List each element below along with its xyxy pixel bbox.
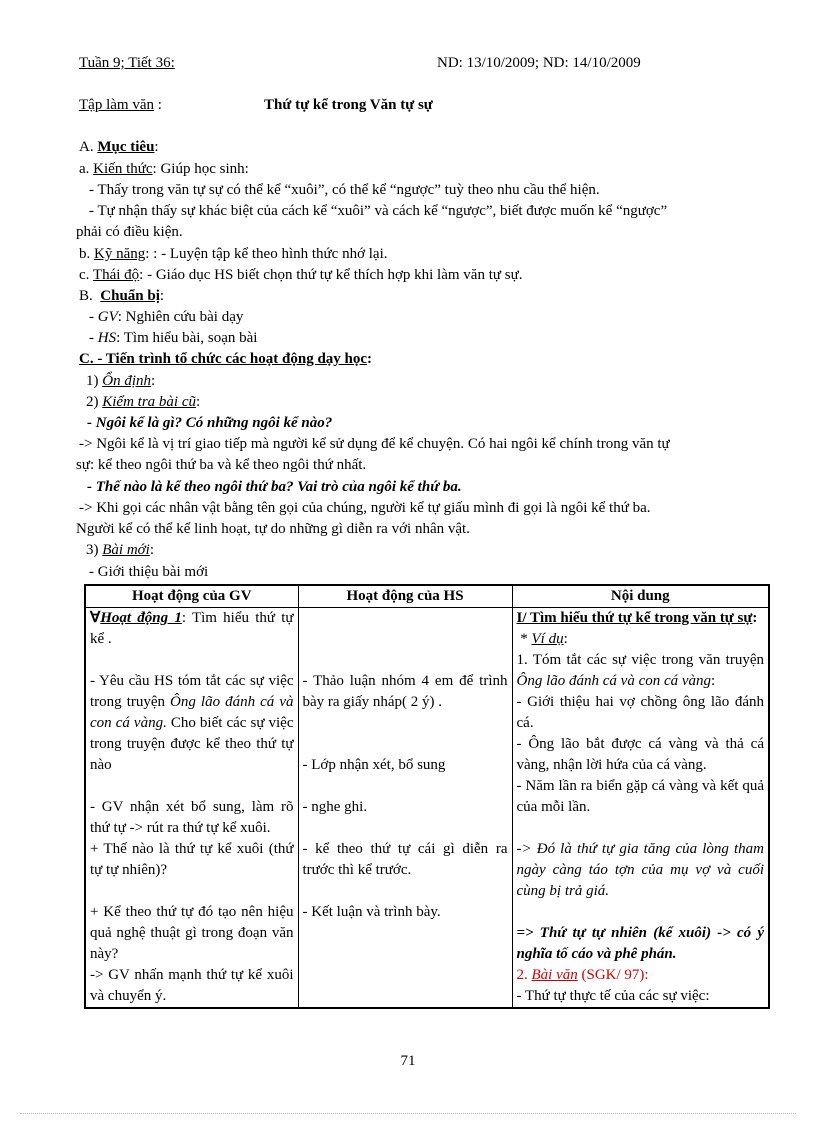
event-3: - Năm lần ra biển gặp cá vàng và kết quả của mỗi lần.	[516, 778, 764, 815]
hs-cell	[298, 608, 512, 1009]
answer-2: -> Khi gọi các nhân vật bằng tên gọi của chúng, người kể tự giấu mình đi gọi là ngôi kể thứ ba.	[79, 500, 651, 516]
question-2: - Thế nào là kể theo ngôi thứ ba? Vai trò của ngôi kể thứ ba.	[87, 479, 462, 495]
page-bottom-rule	[20, 1113, 796, 1114]
goal-2-cont: phải có điều kiện.	[76, 224, 183, 240]
event-1: - Giới thiệu hai vợ chồng ông lão đánh cá.	[516, 694, 764, 731]
checkmark-icon: ∀	[90, 610, 101, 626]
table-row	[85, 608, 769, 1009]
event-2: - Ông lão bắt được cá vàng và thả cá vàng, nhận lời hứa của cá vàng.	[516, 736, 764, 773]
page-number: 71	[400, 1053, 416, 1069]
col-header-hs: Hoạt động của HS	[298, 585, 512, 608]
section-b-heading: B. Chuẩn bị:	[79, 288, 165, 304]
student-prep: - HS: Tìm hiểu bài, soạn bài	[89, 330, 258, 346]
gv-step-3: + Thế nào là thứ tự kể xuôi (thứ tự tự nhiên)?	[90, 841, 294, 878]
content-conclusion: -> Đó là thứ tự gia tăng của lòng tham ngày càng táo tợn của mụ vợ và cuối cùng bị trả giá.	[516, 841, 764, 899]
lesson-table	[84, 584, 770, 1009]
teacher-prep: - GV: Nghiên cứu bài dạy	[89, 309, 244, 325]
hs-step-2: - Lớp nhận xét, bổ sung	[302, 757, 446, 773]
hs-step-1: - Thảo luận nhóm 4 em để trình bày ra giấy nháp( 2 ý) .	[302, 673, 508, 710]
content-heading: I/ Tìm hiểu thứ tự kể trong văn tự sự:	[516, 610, 758, 626]
content-last-line: - Thứ tự thực tế của các sự việc:	[516, 988, 710, 1004]
attitude-line: c. Thái độ: - Giáo dục HS biết chọn thứ tự kể thích hợp khi làm văn tự sự.	[79, 267, 523, 283]
activity-title: ∀Hoạt động 1: Tìm hiểu thứ tự kể .	[90, 610, 294, 647]
gv-step-4: + Kể theo thứ tự đó tạo nên hiệu quả nghệ thuật gì trong đoạn văn này?	[90, 904, 294, 962]
gv-step-5: -> GV nhấn mạnh thứ tự kể xuôi và chuyển ý.	[90, 967, 294, 1004]
answer-1: -> Ngôi kể là vị trí giao tiếp mà người kể sử dụng để kể chuyện. Có hai ngôi kể chính trong văn tự	[79, 436, 670, 452]
lesson-title: Thứ tự kể trong Văn tự sự	[264, 97, 433, 113]
content-item-2: 2. Bài văn (SGK/ 97):	[516, 967, 649, 983]
answer-2-cont: Người kể có thể kể linh hoạt, tự do những gì diễn ra với nhân vật.	[76, 521, 470, 537]
answer-1-cont: sự: kể theo ngôi thứ ba và kể theo ngôi thứ nhất.	[76, 457, 367, 473]
intro-line: - Giới thiệu bài mới	[89, 564, 209, 580]
content-summary: => Thứ tự tự nhiên (kể xuôi) -> có ý nghĩa tố cáo và phê phán.	[516, 925, 764, 962]
subject-label: Tập làm văn	[79, 97, 154, 113]
knowledge-line: a. Kiến thức: Giúp học sinh:	[79, 161, 249, 177]
gv-cell	[85, 608, 298, 1009]
hs-step-3: - nghe ghi.	[302, 799, 368, 815]
table-header-row	[85, 585, 769, 608]
col-header-gv: Hoạt động của GV	[85, 585, 298, 608]
lesson-week: Tuần 9; Tiết 36:	[79, 55, 175, 71]
gv-step-1: - Yêu cầu HS tóm tắt các sự việc trong truyện Ông lão đánh cá và con cá vàng. Cho biết các sự việc trong truyện được kể theo thứ tự nào	[90, 673, 294, 773]
section-a-heading: A. Mục tiêu:	[79, 139, 159, 155]
subject-line: Tập làm văn :	[79, 97, 162, 113]
question-1: - Ngôi kể là gì? Có những ngôi kể nào?	[87, 415, 333, 431]
content-cell	[512, 608, 769, 1009]
skill-line: b. Kỹ năng: : - Luyện tập kể theo hình thức nhớ lại.	[79, 246, 388, 262]
hs-step-4: - kể theo thứ tự cái gì diễn ra trước thì kể trước.	[302, 841, 508, 878]
step-2: 2) Kiểm tra bài cũ:	[86, 394, 201, 410]
content-item-1: 1. Tóm tắt các sự việc trong văn truyện Ông lão đánh cá và con cá vàng:	[516, 652, 764, 689]
example-label: * Ví dụ:	[520, 631, 568, 647]
step-3: 3) Bài mới:	[86, 542, 155, 558]
step-1: 1) Ổn định:	[86, 373, 156, 389]
goal-2: - Tự nhận thấy sự khác biệt của cách kể “xuôi” và cách kể “ngược”, biết được muốn kể “ngược”	[89, 203, 668, 219]
section-c-heading: C. - Tiến trình tổ chức các hoạt động dạy học:	[79, 351, 373, 367]
col-header-content: Nội dung	[512, 585, 769, 608]
goal-1: - Thấy trong văn tự sự có thể kể “xuôi”, có thể kể “ngược” tuỳ theo nhu cầu thể hiện.	[89, 182, 600, 198]
hs-step-5: - Kết luận và trình bày.	[302, 904, 441, 920]
gv-step-2: - GV nhận xét bổ sung, làm rõ thứ tự -> rút ra thứ tự kể xuôi.	[90, 799, 294, 836]
lesson-dates: ND: 13/10/2009; ND: 14/10/2009	[437, 55, 641, 71]
